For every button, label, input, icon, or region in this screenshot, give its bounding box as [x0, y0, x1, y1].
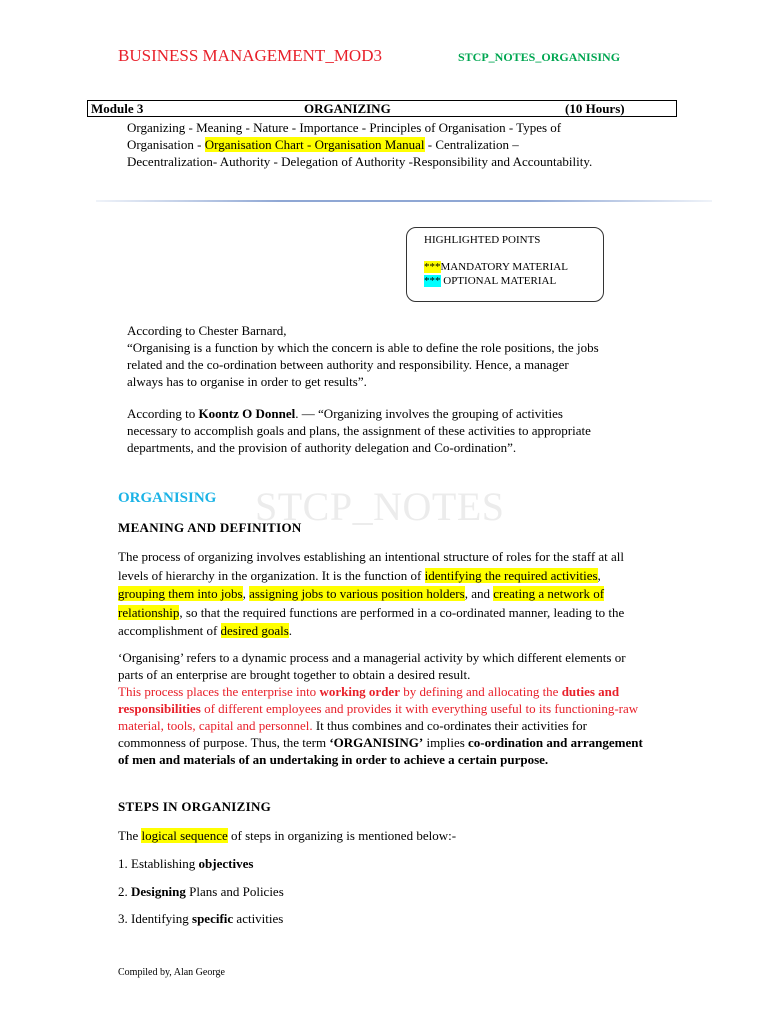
module-hours: (10 Hours) — [565, 101, 625, 116]
watermark: STCP_NOTES — [255, 484, 505, 529]
list-item: 1. Establishing objectives — [118, 856, 254, 871]
document-title: BUSINESS MANAGEMENT_MOD3 — [118, 46, 382, 65]
steps-intro: The logical sequence of steps in organizing is mentioned below:- — [118, 828, 457, 843]
document-subtitle: STCP_NOTES_ORGANISING — [458, 50, 621, 64]
section-heading: ORGANISING — [118, 490, 217, 506]
legend-mandatory: ***MANDATORY MATERIAL — [424, 261, 568, 273]
list-item: 3. Identifying specific activities — [118, 911, 284, 926]
meaning-heading: MEANING AND DEFINITION — [118, 520, 302, 535]
legend-optional: *** OPTIONAL MATERIAL — [424, 275, 557, 287]
module-topic: ORGANIZING — [304, 101, 391, 116]
module-syllabus: Organizing - Meaning - Nature - Importance - Principles of Organisation - Types of Organisation - Organisation Chart - Organisation Manual - Centralization – Decentralization- Authority - Delegation of Authority -Responsibility and Accountability. — [127, 120, 593, 169]
legend-title: HIGHLIGHTED POINTS — [424, 234, 541, 246]
koontz-quote: According to Koontz O Donnel. — “Organizing involves the grouping of activities necessary to accomplish goals and plans, the assignment of these activities to appropriate departments, and the provision of authority delegation and Co-ordination”. — [127, 406, 591, 455]
list-item: 2. Designing Plans and Policies — [118, 884, 284, 899]
divider-line — [96, 200, 712, 202]
optional-marker: *** — [424, 275, 441, 287]
barnard-quote: According to Chester Barnard, “Organising is a function by which the concern is able to define the role positions, the jobs related and the co-ordination between authority and responsibility. Hence, a manager always has to organise in order to get results”. — [127, 323, 599, 389]
organising-paragraph: ‘Organising’ refers to a dynamic process and a managerial activity by which different elements or parts of an enterprise are brought together to obtain a desired result. This process places the enterprise into working order by defining and allocating the duties and responsibilities of different employees and provides it with everything useful to its functioning-raw material, tools, capital and personnel. It thus combines and co-ordinates their activities for commonness of purpose. Thus, the term ‘ORGANISING’ implies co-ordination and arrangement of men and materials of an undertaking in order to achieve a certain purpose. — [118, 650, 643, 767]
mandatory-marker: *** — [424, 261, 441, 273]
steps-heading: STEPS IN ORGANIZING — [118, 799, 272, 814]
syllabus-highlight: Organisation Chart - Organisation Manual — [204, 137, 425, 152]
definition-paragraph: The process of organizing involves establishing an intentional structure of roles for the staff at all levels of hierarchy in the organization. It is the function of identifying the required activities, grouping them into jobs, assigning jobs to various position holders, and creating a network of relationship, so that the required functions are performed in a co-ordinated manner, leading to the accomplishment of desired goals. — [118, 549, 625, 638]
module-label: Module 3 — [91, 101, 144, 116]
footer-credit: Compiled by, Alan George — [118, 967, 225, 978]
